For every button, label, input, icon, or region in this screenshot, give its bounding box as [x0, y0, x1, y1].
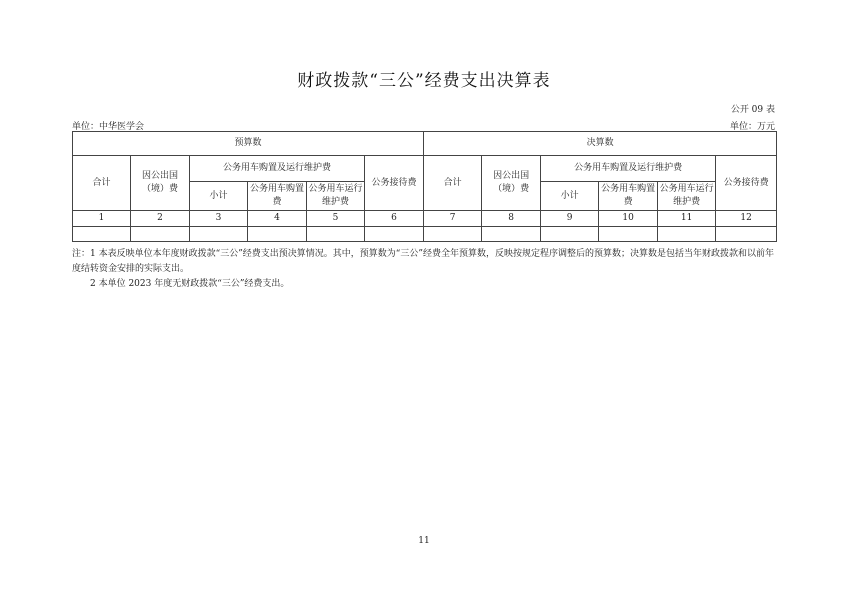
final-reception-header: 公务接待费 — [716, 156, 777, 211]
currency-unit: 单位：万元 — [729, 122, 775, 132]
column-number: 12 — [716, 211, 777, 227]
budget-subtotal-header: 小计 — [190, 182, 248, 211]
data-cell — [365, 227, 424, 242]
page-number: 11 — [418, 536, 430, 546]
column-number: 3 — [190, 211, 248, 227]
column-number: 4 — [248, 211, 307, 227]
column-number: 8 — [482, 211, 541, 227]
budget-vehicle-maintenance-header: 公务用车运行维护费 — [307, 182, 365, 211]
column-number: 5 — [307, 211, 365, 227]
budget-abroad-header: 因公出国（境）费 — [131, 156, 190, 211]
column-number: 10 — [599, 211, 658, 227]
final-vehicle-group-header: 公务用车购置及运行维护费 — [541, 156, 716, 182]
table-notes — [72, 247, 778, 292]
data-cell — [541, 227, 599, 242]
data-cell — [599, 227, 658, 242]
data-cell — [248, 227, 307, 242]
column-number-row — [73, 211, 777, 227]
data-cell — [73, 227, 131, 242]
note-2: 2 本单位 2023 年度无财政拨款“三公”经费支出。 — [90, 279, 290, 289]
budget-reception-header: 公务接待费 — [365, 156, 424, 211]
data-cell — [658, 227, 716, 242]
data-cell — [131, 227, 190, 242]
table-header-row — [73, 156, 777, 182]
column-number: 7 — [424, 211, 482, 227]
budget-vehicle-purchase-header: 公务用车购置费 — [248, 182, 307, 211]
data-cell — [716, 227, 777, 242]
data-cell — [307, 227, 365, 242]
budget-total-header: 合计 — [73, 156, 131, 211]
column-number: 9 — [541, 211, 599, 227]
table-number: 公开 09 表 — [730, 105, 775, 115]
note-1: 注：1 本表反映单位本年度财政拨款“三公”经费支出预决算情况。其中，预算数为“三公”经费全年预算数，反映按规定程序调整后的预算数；决算数是包括当年财政拨款和以前年度结转资金安排的实际支出。 — [72, 249, 774, 274]
final-total-header: 合计 — [424, 156, 482, 211]
table-header-row — [73, 132, 777, 156]
column-number: 2 — [131, 211, 190, 227]
reporting-unit: 单位：中华医学会 — [72, 122, 145, 132]
column-number: 11 — [658, 211, 716, 227]
data-cell — [424, 227, 482, 242]
table-row — [73, 227, 777, 242]
final-abroad-header: 因公出国（境）费 — [482, 156, 541, 211]
final-header: 决算数 — [424, 132, 777, 156]
budget-vehicle-group-header: 公务用车购置及运行维护费 — [190, 156, 365, 182]
final-subtotal-header: 小计 — [541, 182, 599, 211]
data-cell — [482, 227, 541, 242]
expenditure-table — [72, 131, 777, 242]
page-title: 财政拨款“三公”经费支出决算表 — [297, 71, 551, 91]
final-vehicle-purchase-header: 公务用车购置费 — [599, 182, 658, 211]
column-number: 1 — [73, 211, 131, 227]
budget-header: 预算数 — [73, 132, 424, 156]
data-cell — [190, 227, 248, 242]
final-vehicle-maintenance-header: 公务用车运行维护费 — [658, 182, 716, 211]
column-number: 6 — [365, 211, 424, 227]
